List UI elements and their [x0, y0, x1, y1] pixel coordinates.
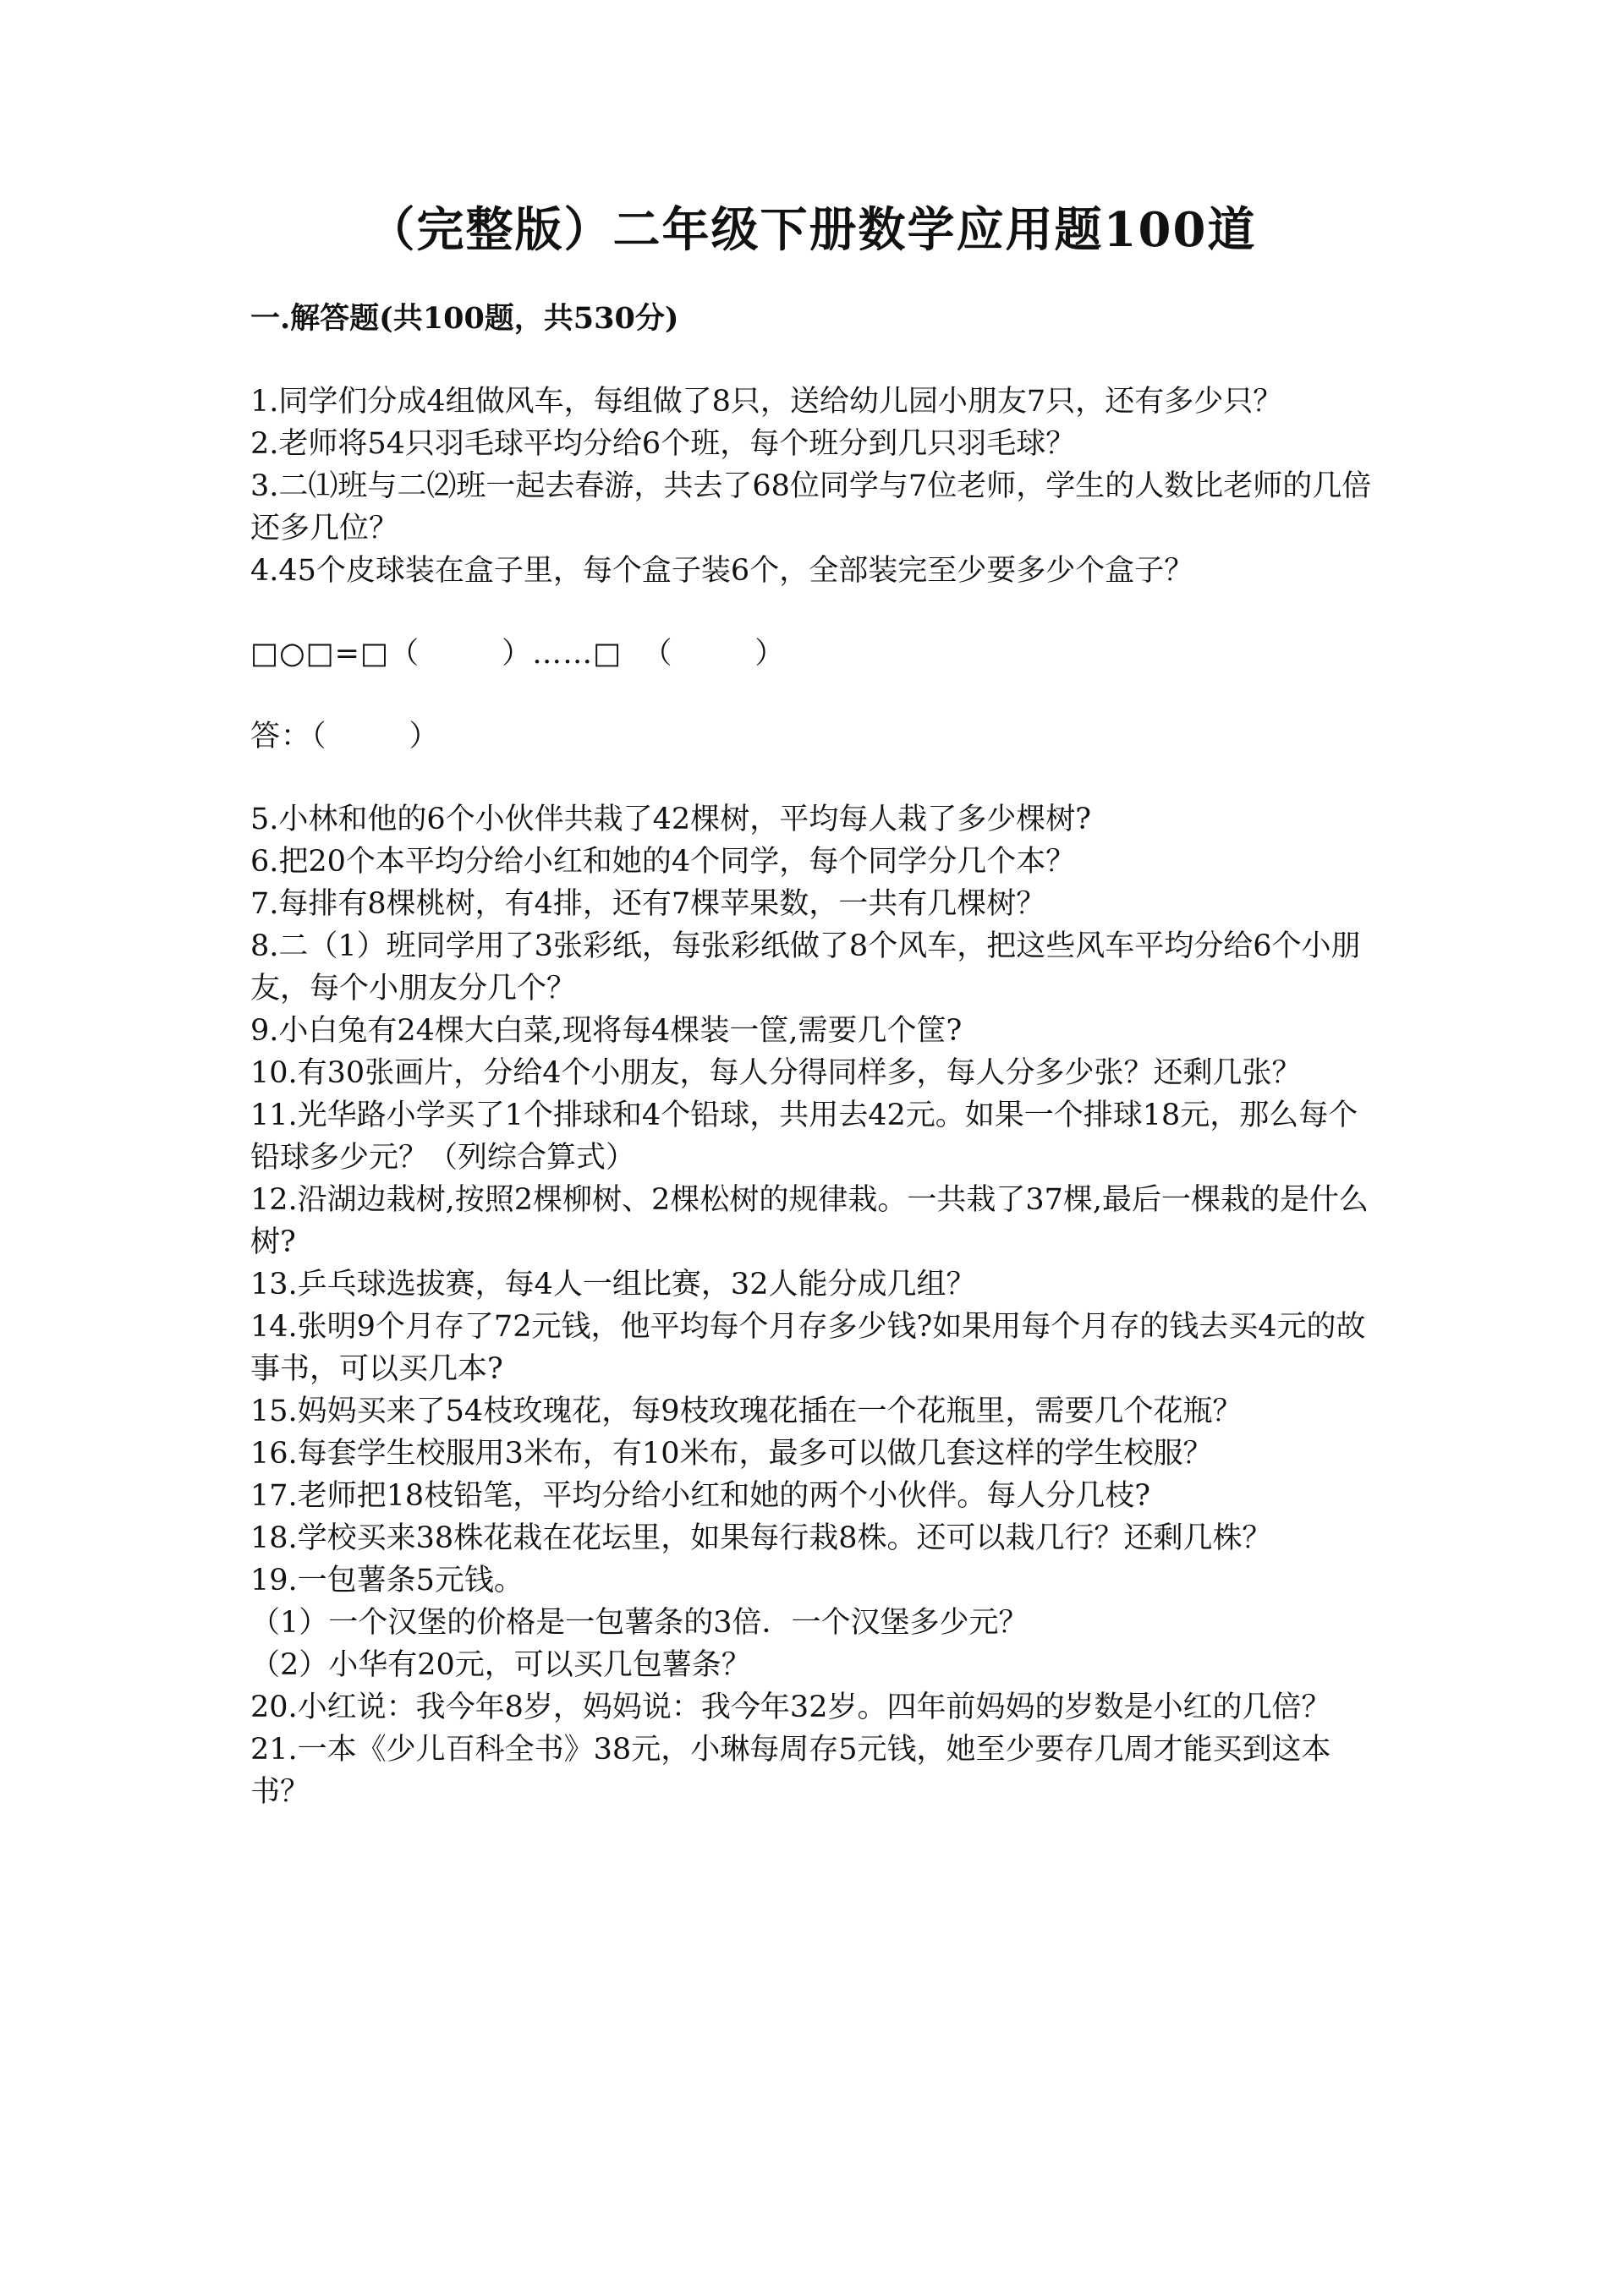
page-title: （完整版）二年级下册数学应用题100道 [367, 202, 1257, 258]
question-list [250, 381, 1384, 1813]
question-7: 7.每排有8棵桃树，有4排，还有7棵苹果数，一共有几棵树？ [250, 887, 1046, 921]
question-20: 20.小红说：我今年8岁，妈妈说：我今年32岁。四年前妈妈的岁数是小红的几倍？ [250, 1690, 1331, 1724]
question-8: 8.二（1）班同学用了3张彩纸，每张彩纸做了8个风车，把这些风车平均分给6个小朋友，每个小朋友分几个？ [250, 929, 1361, 1006]
question-19-part-2: （2）小华有20元，可以买几包薯条？ [250, 1648, 751, 1682]
question-1: 1.同学们分成4组做风车，每组做了8只，送给幼儿园小朋友7只，还有多少只？ [250, 385, 1283, 419]
section-header: 一.解答题(共100题，共530分) [250, 301, 679, 336]
question-13: 13.乒乓球选拔赛，每4人一组比赛，32人能分成几组？ [250, 1268, 976, 1301]
question-19-part-1: （1）一个汉堡的价格是一包薯条的3倍．一个汉堡多少元？ [250, 1606, 1029, 1640]
question-4-answer: 答：（ ） [250, 720, 440, 753]
question-14: 14.张明9个月存了72元钱，他平均每个月存多少钱?如果用每个月存的钱去买4元的故事书，可以买几本? [250, 1310, 1366, 1386]
question-18: 18.学校买来38株花栽在花坛里，如果每行栽8株。还可以栽几行？还剩几株？ [250, 1521, 1272, 1555]
question-15: 15.妈妈买来了54枝玫瑰花，每9枝玫瑰花插在一个花瓶里，需要几个花瓶？ [250, 1395, 1243, 1428]
question-11: 11.光华路小学买了1个排球和4个铅球，共用去42元。如果一个排球18元，那么每个铅球多少元？（列综合算式） [250, 1099, 1358, 1175]
question-5: 5.小林和他的6个小伙伴共栽了42棵树，平均每人栽了多少棵树? [250, 803, 1091, 836]
question-12: 12.沿湖边栽树,按照2棵柳树、2棵松树的规律栽。一共栽了37棵,最后一棵栽的是什么树? [250, 1183, 1369, 1259]
question-4: 4.45个皮球装在盒子里，每个盒子装6个，全部装完至少要多少个盒子？ [250, 554, 1194, 588]
question-17: 17.老师把18枝铅笔，平均分给小红和她的两个小伙伴。每人分几枝? [250, 1479, 1150, 1513]
question-19: 19.一包薯条5元钱。 [250, 1564, 524, 1597]
question-10: 10.有30张画片，分给4个小朋友，每人分得同样多，每人分多少张？还剩几张？ [250, 1056, 1302, 1090]
question-16: 16.每套学生校服用3米布，有10米布，最多可以做几套这样的学生校服？ [250, 1437, 1213, 1471]
question-6: 6.把20个本平均分给小红和她的4个同学，每个同学分几个本？ [250, 845, 1076, 879]
question-3: 3.二⑴班与二⑵班一起去春游，共去了68位同学与7位老师，学生的人数比老师的几倍还多几位？ [250, 469, 1372, 545]
question-21: 21.一本《少儿百科全书》38元，小琳每周存5元钱，她至少要存几周才能买到这本书？ [250, 1733, 1331, 1809]
question-9: 9.小白兔有24棵大白菜,现将每4棵装一筐,需要几个筐? [250, 1014, 963, 1048]
question-2: 2.老师将54只羽毛球平均分给6个班，每个班分到几只羽毛球？ [250, 427, 1076, 461]
question-4-formula: □○□=□（ ）……□ （ ） [250, 637, 786, 671]
